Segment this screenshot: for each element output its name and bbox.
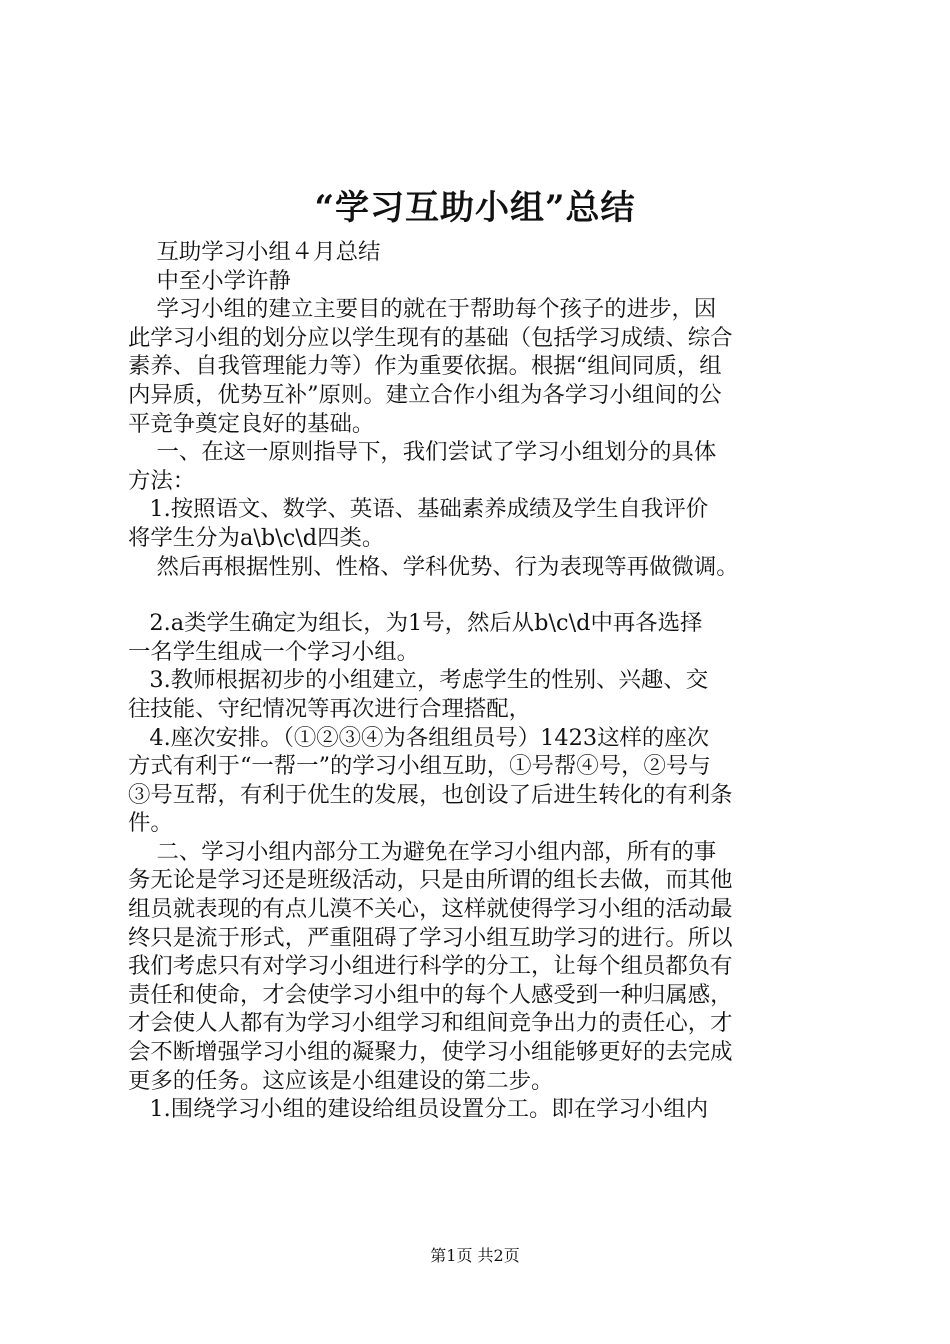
text-line: 将学生分为a\b\c\d四类。 [128,524,385,551]
text-line: 4.座次安排。（①②③④为各组组员号）1423这样的座次 [128,724,710,751]
page-footer: 第1页 共2页 [430,1246,520,1265]
text-line: 二、学习小组内部分工为避免在学习小组内部，所有的事 [128,838,717,865]
text-line: 中至小学许静 [128,267,291,294]
text-line: 会不断增强学习小组的凝聚力，使学习小组能够更好的去完成 [128,1039,733,1066]
text-line: 才会使人人都有为学习小组学习和组间竞争出力的责任心，才 [128,1010,733,1037]
text-line: 一名学生组成一个学习小组。 [128,638,420,665]
text-line: 内异质，优势互补”原则。建立合作小组为各学习小组间的公 [128,381,722,408]
text-line: 1.围绕学习小组的建设给组员设置分工。即在学习小组内 [128,1096,709,1123]
text-line: 组员就表现的有点儿漠不关心，这样就使得学习小组的活动最 [128,896,733,923]
text-line: 往技能、守纪情况等再次进行合理搭配， [128,695,532,722]
document-title: “学习互助小组”总结 [314,188,636,228]
text-line: 终只是流于形式，严重阻碍了学习小组互助学习的进行。所以 [128,924,733,951]
text-line: 互助学习小组４月总结 [128,239,381,265]
blank-line [128,581,838,609]
text-line: 学习小组的建立主要目的就在于帮助每个孩子的进步，因 [128,296,717,323]
text-line: 务无论是学习还是班级活动，只是由所谓的组长去做，而其他 [128,867,733,894]
text-line: ③号互帮，有利于优生的发展，也创设了后进生转化的有利条 [128,781,733,808]
text-line: 素养、自我管理能力等）作为重要依据。根据“组间同质，组 [128,353,722,380]
text-line: 一、在这一原则指导下，我们尝试了学习小组划分的具体 [128,439,717,466]
text-line: 方式有利于“一帮一”的学习小组互助，①号帮④号，②号与 [128,753,711,780]
text-line: 平竞争奠定良好的基础。 [128,410,375,437]
text-line: 此学习小组的划分应以学生现有的基础（包括学习成绩、综合 [128,324,733,351]
document-body [128,238,838,1124]
text-line: 方法： [128,467,196,494]
text-line: 更多的任务。这应该是小组建设的第二步。 [128,1067,554,1094]
text-line: 责任和使命，才会使学习小组中的每个人感受到一种归属感， [128,981,733,1008]
text-line: 件。 [128,810,173,837]
text-line: 2.a类学生确定为组长，为1号，然后从b\c\d中再各选择 [128,610,703,637]
text-line: 然后再根据性别、性格、学科优势、行为表现等再做微调。 [128,553,739,580]
text-line: 1.按照语文、数学、英语、基础素养成绩及学生自我评价 [128,496,709,523]
text-line: 3.教师根据初步的小组建立，考虑学生的性别、兴趣、交 [128,667,709,694]
text-line: 我们考虑只有对学习小组进行科学的分工，让每个组员都负有 [128,953,733,980]
